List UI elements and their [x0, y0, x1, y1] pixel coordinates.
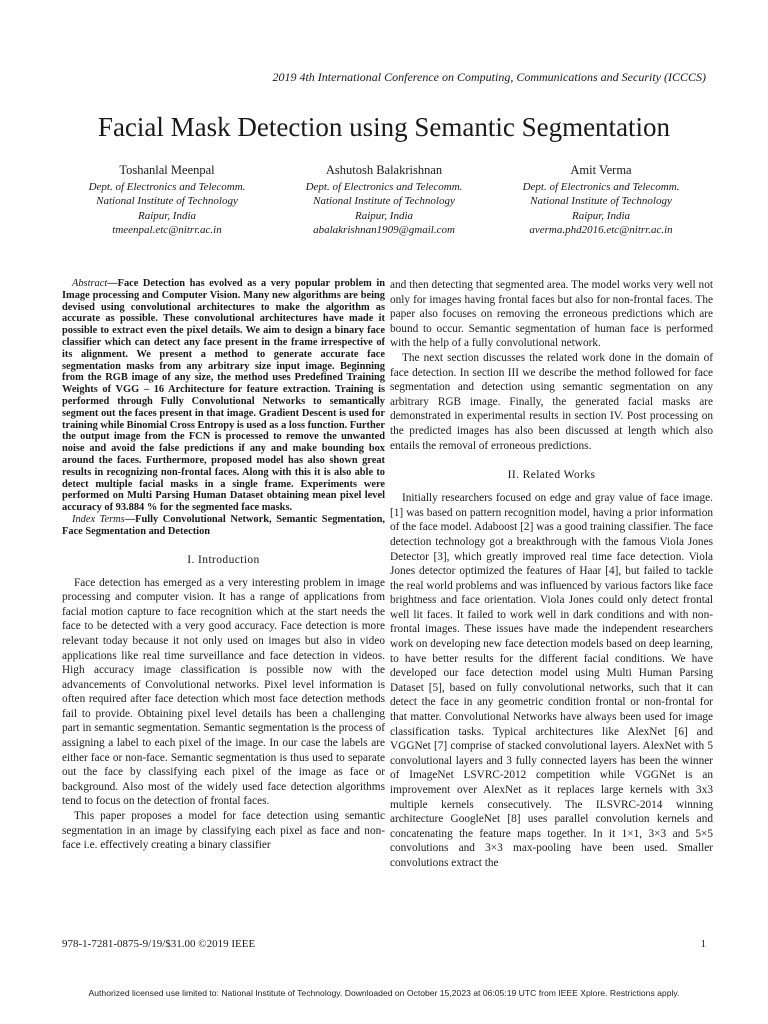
abstract-text: —Face Detection has evolved as a very popular problem in Image processing and Computer Vision. Many new algorithms are being devised using convolutional architectures to make the algorithm as accurate as possible. These convolutional architectures have made it possible to extract even the pixel details. We aim to design a binary face classifier which can detect any face present in the frame irrespective of its alignment. We present a method to generate accurate face segmentation masks from any arbitrary size input image. Beginning from the RGB image of any size, the method uses Predefined Training Weights of VGG – 16 Architecture for feature extraction. Training is performed through Fully Convolutional Networks to semantically segment out the faces present in that image. Gradient Descent is used for training while Binomial Cross Entropy is used as a loss function. Further the output image from the FCN is processed to remove the unwanted noise and avoid the false predictions if any and make bounding box around the faces. Furthermore, proposed model has also shown great results in recognizing non-frontal faces. Along with this it is also able to detect multiple facial masks in a single frame. Experiments were performed on Multi Parsing Human Dataset obtaining mean pixel level accuracy of 93.884 % for the segmented face masks.	[62, 278, 385, 514]
author-block	[62, 163, 706, 238]
body-paragraph: and then detecting that segmented area. The model works very well not only for images having frontal faces but also for non-frontal faces. The paper also focuses on removing the erroneous predictions which are bound to occur. Semantic segmentation of human face is performed with the help of a fully convolutional network.	[390, 279, 713, 350]
author-institute: National Institute of Technology	[96, 195, 238, 208]
intro-paragraph: This paper proposes a model for face detection using semantic segmentation in an image by classifying each pixel as face and non-face i.e. effectively creating a binary classifier	[62, 810, 385, 852]
author-2	[279, 163, 489, 238]
page-number: 1	[700, 938, 706, 950]
author-dept: Dept. of Electronics and Telecomm.	[522, 180, 680, 193]
index-terms-text: —Fully Convolutional Network, Semantic Segmentation, Face Segmentation and Detection	[62, 513, 386, 537]
license-notice: Authorized licensed use limited to: National Institute of Technology. Downloaded on October 15,2023 at 06:05:19 UTC from IEEE Xplore. Restrictions apply.	[88, 988, 680, 998]
author-name: Amit Verma	[570, 163, 632, 177]
author-email: tmeenpal.etc@nitrr.ac.in	[112, 224, 222, 237]
author-city: Raipur, India	[137, 209, 197, 222]
author-dept: Dept. of Electronics and Telecomm.	[88, 180, 246, 193]
author-dept: Dept. of Electronics and Telecomm.	[305, 180, 463, 193]
section-heading-introduction: I. Introduction	[187, 553, 260, 566]
copyright-footer: 978-1-7281-0875-9/19/$31.00 ©2019 IEEE	[62, 938, 256, 950]
author-institute: National Institute of Technology	[313, 195, 455, 208]
section-heading-related-works: II. Related Works	[507, 469, 596, 482]
author-3	[496, 163, 706, 238]
author-name: Toshanlal Meenpal	[119, 163, 215, 177]
author-city: Raipur, India	[354, 209, 414, 222]
intro-paragraph: Face detection has emerged as a very interesting problem in image processing and computer vision. It has a range of applications from facial motion capture to face recognition which at the start needs the face to be detected with a very good accuracy. Face detection is more relevant today because it not only used on images but also in video applications like real time surveillance and face detection in videos. High accuracy image classification is possible now with the advancements of Convolutional networks. Pixel level information is often required after face detection which most face detection methods fail to provide. Obtaining pixel level details has been a challenging part in semantic segmentation. Semantic segmentation is the process of assigning a label to each pixel of the image. In our case the labels are either face or non-face. Semantic segmentation is thus used to separate out the face by classifying each pixel of the image as face or background. Also most of the widely used face detection algorithms tend to focus on the detection of frontal faces.	[62, 576, 385, 808]
index-terms-label: Index Terms	[72, 513, 125, 525]
author-name: Ashutosh Balakrishnan	[325, 163, 443, 177]
author-institute: National Institute of Technology	[530, 195, 672, 208]
abstract	[62, 278, 385, 514]
left-column	[62, 278, 385, 853]
conference-header: 2019 4th International Conference on Computing, Communications and Security (ICCCS)	[272, 70, 706, 84]
author-city: Raipur, India	[571, 209, 631, 222]
related-works-paragraph: Initially researchers focused on edge and gray value of face image. [1] was based on pattern recognition model, having a prior information of the face model. Adaboost [2] was a good training classifier. The face detection technology got a breakthrough with the famous Viola Jones Detector [3], which greatly improved real time face detection. Viola Jones detector optimized the features of Haar [4], but failed to tackle the real world problems and was influenced by various factors like face brightness and face orientation. Viola Jones could only detect frontal well lit faces. It failed to work well in dark conditions and with non-frontal images. These issues have made the independent researchers work on developing new face detection models based on deep learning, to have better results for the different facial conditions. We have developed our face detection model using Multi Human Parsing Dataset [5], based on fully convolutional networks, such that it can detect the face in any geometric condition frontal or non-frontal for that matter. Convolutional Networks have always been used for image classification tasks. Typical architectures like AlexNet [6] and VGGNet [7] comprise of stacked convolutional layers. AlexNet with 5 convolutional layers and 3 fully connected layers has been the winner of ImageNet LSVRC-2012 competition while VGGNet is an improvement over AlexNet as it replaces large kernels with 3x3 multiple kernels consecutively. The ILSVRC-2014 winning architecture GoogleNet [8] uses parallel convolution kernels and concatenating the feature maps together. In it 1×1, 3×3 and 5×5 convolutions and 3×3 max-pooling have been used. Smaller convolutions extract the	[390, 492, 713, 869]
author-email: averma.phd2016.etc@nitrr.ac.in	[529, 224, 673, 237]
paper-title: Facial Mask Detection using Semantic Segmentation	[97, 112, 671, 142]
body-paragraph: The next section discusses the related work done in the domain of face detection. In section III we describe the method followed for face segmentation and detection using semantic segmentation on any arbitrary RGB image. Finally, the generated facial masks are demonstrated in experimental results in section IV. Post processing on the predicted images has also been discussed at length which also entails the removal of erroneous predictions.	[390, 351, 713, 452]
author-email: abalakrishnan1909@gmail.com	[313, 224, 455, 237]
index-terms	[62, 514, 385, 538]
abstract-label: Abstract	[72, 278, 108, 289]
right-column	[390, 278, 713, 871]
author-1	[62, 163, 272, 238]
